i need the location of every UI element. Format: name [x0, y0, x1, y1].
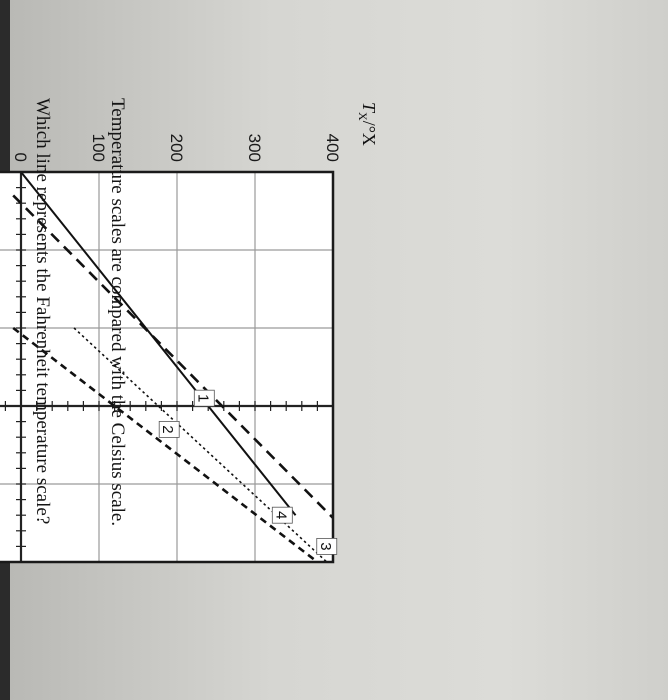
y-tick-label: 400 [323, 133, 342, 162]
question-line-1: Temperature scales are compared with the Celsius scale. [107, 98, 128, 527]
question-line-2: Which line represents the Fahrenheit temperature scale? [32, 98, 53, 525]
y-tick-label: 0 [11, 152, 30, 162]
series-label-3: 3 [316, 542, 334, 551]
y-tick-label: 200 [167, 133, 186, 162]
series-label-1: 1 [194, 394, 212, 403]
series-label-4: 4 [272, 511, 290, 520]
y-tick-label: 100 [89, 133, 108, 162]
y-axis-label: $T_X/^\circ X$ [356, 102, 379, 146]
series-label-2: 2 [159, 425, 177, 434]
y-tick-label: 300 [245, 133, 264, 162]
